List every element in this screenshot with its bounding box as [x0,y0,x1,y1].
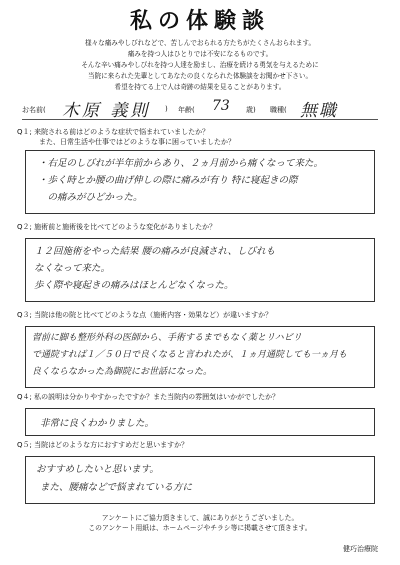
intro-line: 希望を持てる上で人は奇跡の結果を見ることがあります。 [114,83,286,91]
question-1: Q１; 来院される前はどのような症状で悩まれていましたか？ また、日常生活や仕事ではどのような事に困っていましたか？ [17,128,235,146]
answer-3-line: 習前に脚も整形外科の医師から、手術するまでもなく薬とリハビリ [32,333,302,343]
footer-line: このアンケート用紙は、ホームページやチラシ等に掲載させて頂きます。 [88,524,312,532]
name-close: ) [165,105,168,113]
answer-1-line: ・歩く時とか腰の曲げ伸しの際に痛みが有り 特に寝起きの際 [38,175,298,186]
job-value: 無職 [300,101,338,121]
answer-1-line: の痛みがひどかった。 [38,192,143,203]
clinic-name: 健巧治療院 [343,545,378,553]
footer-line: アンケートにご協力頂きまして、誠にありがとうございました。 [101,514,299,522]
page-title: 私の体験談 [129,9,270,34]
answer-3-line: 良くならなかった為御院にお世話になった。 [32,367,213,377]
question-2: Q２; 施術前と施術後を比べてどのような変化がありましたか？ [17,223,217,231]
answer-5-line: また、腰痛などで悩まれている方に [40,482,193,493]
profile-underline [22,119,378,120]
answer-box-1 [25,150,375,214]
answer-box-5 [25,456,375,504]
intro-line: 痛みを持つ人はひとりでは不安になるものです。 [127,50,273,58]
footer-text [0,513,400,533]
question-3: Q３; 当院は他の院と比べてどのような点（施術内容・効果など）が違いますか？ [17,311,273,319]
question-5: Q５; 当院はどのような方におすすめだと思いますか？ [17,441,189,449]
question-4: Q４; 私の説明は分かりやすかったですか？また当院内の雰囲気はいかがでしたか？ [17,393,280,401]
profile-row [0,99,400,121]
intro-line: そんな辛い痛みやしびれを持つ人達を励まし、治療を続ける勇気を与えるために [81,61,319,69]
answer-box-4 [25,408,375,436]
age-value: 73 [212,98,230,114]
answer-5-line: おすすめしたいと思います。 [36,464,159,475]
answer-3-line: で通院すれば１／５０日で良くなると言われたが、１ヵ月通院しても一ヵ月も [32,350,348,360]
name-value: 木原 義則 [62,101,151,121]
answer-2-line: 歩く際や寝起きの痛みはほとんどなくなった。 [34,280,234,291]
answer-1-line: ・右足のしびれが半年前からあり、２ヵ月前から痛くなって来た。 [38,158,324,169]
intro-text [0,38,400,93]
job-label: 職種( [270,106,287,114]
answer-2-line: １２回施術をやった結果 腰の痛みが良減され、しびれも [34,246,276,257]
age-unit: 歳) [246,106,256,114]
age-label: 年齢( [178,106,195,114]
intro-line: 当院に来られた先輩としてあなたの良くなられた体験談をお聞かせ下さい。 [87,72,313,80]
answer-box-2 [25,238,375,302]
answer-4-line: 非常に良くわかりました。 [40,418,155,429]
name-label: お名前( [22,106,46,114]
intro-line: 様々な痛みやしびれなどで、苦しんでおられる方たちがたくさんおられます。 [84,39,316,47]
answer-box-3 [25,326,375,388]
answer-2-line: なくなって来た。 [34,263,111,274]
